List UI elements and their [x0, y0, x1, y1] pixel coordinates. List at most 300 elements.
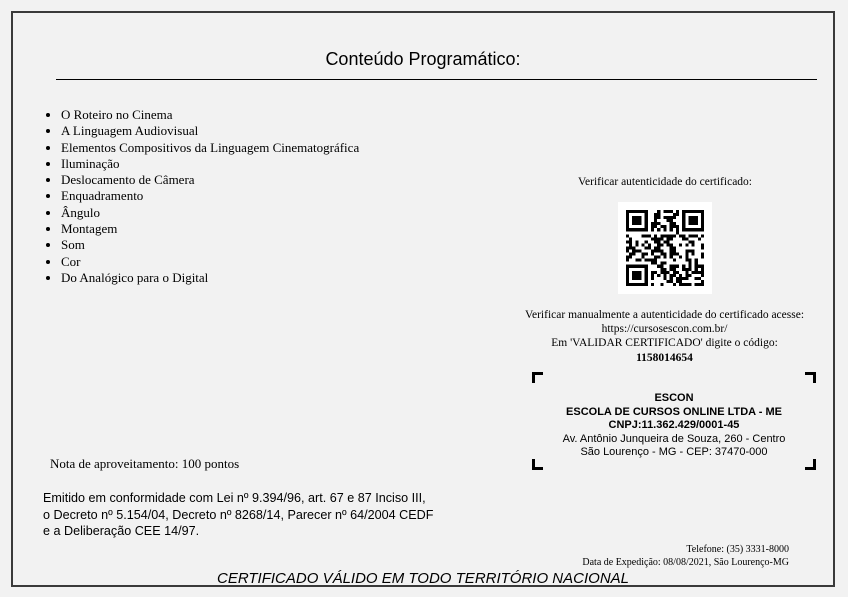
qr-module [657, 237, 660, 240]
qr-module [645, 222, 648, 225]
program-item: • Ângulo [61, 205, 359, 221]
qr-module [701, 243, 704, 246]
program-item: • Enquadramento [61, 188, 359, 204]
qr-module [676, 277, 679, 280]
qr-module [667, 280, 670, 283]
qr-module [673, 213, 676, 216]
qr-module [670, 268, 673, 271]
stamp-corner [805, 459, 816, 470]
qr-module [682, 222, 685, 225]
qr-module [688, 219, 691, 222]
qr-module [654, 246, 657, 249]
qr-module [651, 237, 654, 240]
qr-module [645, 219, 648, 222]
qr-module [670, 210, 673, 213]
qr-module [657, 228, 660, 231]
qr-module [632, 222, 635, 225]
qr-module [673, 271, 676, 274]
qr-module [682, 210, 685, 213]
qr-module [648, 246, 651, 249]
qr-module [682, 216, 685, 219]
verify-label: Verificar autenticidade do certificado: [577, 176, 752, 188]
qr-module [673, 259, 676, 262]
qr-module [626, 256, 629, 259]
qr-module [670, 237, 673, 240]
qr-module [645, 234, 648, 237]
qr-module [673, 216, 676, 219]
qr-module [657, 246, 660, 249]
qr-module [685, 256, 688, 259]
qr-module [692, 253, 695, 256]
qr-module [682, 234, 685, 237]
qr-module [645, 246, 648, 249]
legal-line: o Decreto nº 5.154/04, Decreto nº 8268/14, Parecer nº 64/2004 CEDF [43, 507, 434, 522]
qr-module [626, 283, 629, 286]
qr-module [673, 250, 676, 253]
qr-module [685, 210, 688, 213]
qr-module [695, 216, 698, 219]
program-item: • Cor [61, 254, 359, 270]
qr-module [673, 283, 676, 286]
qr-module [682, 237, 685, 240]
stamp-city: São Lourenço - MG - CEP: 37470-000 [580, 446, 768, 459]
qr-module [626, 268, 629, 271]
qr-module [638, 216, 641, 219]
qr-module [695, 228, 698, 231]
stamp-company: ESCOLA DE CURSOS ONLINE LTDA - ME [566, 405, 782, 418]
qr-module [651, 228, 654, 231]
qr-module [670, 225, 673, 228]
qr-module [701, 268, 704, 271]
qr-module [632, 283, 635, 286]
qr-module [701, 246, 704, 249]
qr-module [673, 253, 676, 256]
legal-line: e a Deliberação CEE 14/97. [43, 524, 200, 538]
qr-module [667, 216, 670, 219]
qr-module [695, 277, 698, 280]
grade-text: Nota de aproveitamento: 100 pontos [50, 456, 240, 471]
qr-module [632, 210, 635, 213]
qr-module [667, 271, 670, 274]
qr-module [635, 277, 638, 280]
qr-module [676, 210, 679, 213]
qr-module [695, 210, 698, 213]
qr-module [663, 234, 666, 237]
qr-module [654, 271, 657, 274]
qr-module [701, 222, 704, 225]
qr-module [632, 228, 635, 231]
validity-statement: CERTIFICADO VÁLIDO EM TODO TERRITÓRIO NACIONAL [217, 570, 629, 587]
qr-module [688, 259, 691, 262]
qr-module [654, 219, 657, 222]
qr-code-icon [626, 210, 704, 286]
qr-module [629, 253, 632, 256]
qr-module [688, 222, 691, 225]
qr-module [692, 210, 695, 213]
qr-module [663, 277, 666, 280]
qr-module [692, 240, 695, 243]
qr-module [670, 243, 673, 246]
qr-module [645, 259, 648, 262]
qr-module [632, 274, 635, 277]
qr-module [657, 240, 660, 243]
qr-module [688, 274, 691, 277]
qr-module [688, 268, 691, 271]
qr-module [692, 219, 695, 222]
qr-module [676, 225, 679, 228]
qr-module [670, 256, 673, 259]
qr-module [685, 274, 688, 277]
program-item: • Montagem [61, 221, 359, 237]
qr-module [657, 265, 660, 268]
qr-module [695, 222, 698, 225]
qr-module [635, 228, 638, 231]
qr-module [676, 271, 679, 274]
qr-module [660, 283, 663, 286]
qr-module [685, 283, 688, 286]
qr-module [635, 222, 638, 225]
qr-module [654, 262, 657, 265]
qr-module [657, 222, 660, 225]
qr-module [701, 253, 704, 256]
qr-module [673, 246, 676, 249]
qr-module [648, 234, 651, 237]
qr-module [635, 274, 638, 277]
qr-module [645, 213, 648, 216]
qr-module [667, 237, 670, 240]
qr-module [692, 271, 695, 274]
qr-module [673, 274, 676, 277]
qr-module [695, 262, 698, 265]
qr-module [670, 246, 673, 249]
qr-module [701, 210, 704, 213]
qr-module [679, 280, 682, 283]
qr-module [635, 216, 638, 219]
qr-module [626, 259, 629, 262]
qr-module [657, 250, 660, 253]
qr-module [638, 271, 641, 274]
qr-module [642, 253, 645, 256]
qr-module [682, 283, 685, 286]
qr-module [685, 253, 688, 256]
qr-module [676, 228, 679, 231]
qr-module [626, 274, 629, 277]
qr-module [645, 228, 648, 231]
qr-module [635, 243, 638, 246]
qr-module [701, 271, 704, 274]
qr-module [654, 256, 657, 259]
qr-module [695, 271, 698, 274]
qr-module [679, 274, 682, 277]
qr-module [654, 259, 657, 262]
qr-module [701, 213, 704, 216]
qr-module [673, 222, 676, 225]
qr-module [685, 271, 688, 274]
qr-module [657, 216, 660, 219]
qr-module [626, 250, 629, 253]
qr-module [685, 259, 688, 262]
qr-module [701, 274, 704, 277]
qr-module [688, 234, 691, 237]
qr-module [626, 219, 629, 222]
qr-module [682, 228, 685, 231]
qr-module [663, 240, 666, 243]
qr-module [688, 228, 691, 231]
qr-module [638, 250, 641, 253]
qr-module [632, 219, 635, 222]
qr-module [667, 243, 670, 246]
qr-module [648, 259, 651, 262]
qr-module [651, 222, 654, 225]
qr-module [645, 240, 648, 243]
qr-module [638, 219, 641, 222]
qr-module [685, 237, 688, 240]
qr-module [685, 277, 688, 280]
qr-module [692, 250, 695, 253]
qr-module [645, 283, 648, 286]
qr-module [682, 265, 685, 268]
qr-module [626, 213, 629, 216]
qr-module [657, 213, 660, 216]
qr-module [660, 268, 663, 271]
qr-module [648, 243, 651, 246]
qr-module [638, 283, 641, 286]
qr-module [635, 250, 638, 253]
qr-module [654, 222, 657, 225]
qr-module [663, 216, 666, 219]
qr-module [670, 265, 673, 268]
program-list [44, 107, 359, 286]
program-item: • O Roteiro no Cinema [61, 107, 359, 123]
qr-module [688, 265, 691, 268]
stamp-brand: ESCON [654, 392, 694, 404]
qr-module [688, 216, 691, 219]
qr-module [645, 280, 648, 283]
qr-module [660, 253, 663, 256]
qr-module [626, 271, 629, 274]
qr-module [638, 274, 641, 277]
qr-module [626, 234, 629, 237]
qr-module [626, 216, 629, 219]
qr-module [657, 256, 660, 259]
program-item: • Do Analógico para o Digital [61, 270, 359, 286]
qr-module [698, 228, 701, 231]
qr-module [645, 216, 648, 219]
qr-module [626, 225, 629, 228]
qr-code[interactable] [618, 202, 712, 294]
qr-module [682, 225, 685, 228]
qr-module [651, 253, 654, 256]
qr-module [660, 271, 663, 274]
contact-info [582, 543, 789, 569]
qr-module [629, 240, 632, 243]
qr-module [645, 277, 648, 280]
qr-module [676, 213, 679, 216]
qr-module [635, 283, 638, 286]
qr-module [688, 210, 691, 213]
qr-module [670, 216, 673, 219]
school-stamp [532, 372, 816, 470]
qr-module [638, 228, 641, 231]
qr-module [679, 283, 682, 286]
qr-module [673, 268, 676, 271]
qr-module [701, 216, 704, 219]
manual-verify-instruction: Em 'VALIDAR CERTIFICADO' digite o código: [551, 337, 778, 350]
qr-module [679, 256, 682, 259]
verification-code: 1158014654 [636, 351, 693, 364]
qr-module [698, 210, 701, 213]
program-item: • Elementos Compositivos da Linguagem Cinematográfica [61, 140, 359, 156]
qr-module [670, 250, 673, 253]
qr-module [642, 228, 645, 231]
qr-module [695, 259, 698, 262]
qr-module [626, 265, 629, 268]
qr-module [682, 277, 685, 280]
qr-module [698, 271, 701, 274]
qr-module [635, 219, 638, 222]
qr-module [635, 240, 638, 243]
qr-module [698, 265, 701, 268]
qr-module [692, 228, 695, 231]
qr-module [626, 246, 629, 249]
program-item: • Iluminação [61, 156, 359, 172]
qr-module [654, 250, 657, 253]
qr-module [632, 277, 635, 280]
qr-module [651, 259, 654, 262]
qr-module [701, 283, 704, 286]
qr-module [638, 259, 641, 262]
qr-module [685, 250, 688, 253]
qr-module [682, 268, 685, 271]
qr-module [682, 213, 685, 216]
qr-module [663, 253, 666, 256]
qr-module [692, 243, 695, 246]
qr-module [670, 253, 673, 256]
qr-module [695, 234, 698, 237]
qr-module [688, 250, 691, 253]
qr-module [629, 210, 632, 213]
qr-module [676, 253, 679, 256]
qr-module [635, 265, 638, 268]
qr-module [698, 277, 701, 280]
qr-module [701, 234, 704, 237]
qr-module [667, 219, 670, 222]
qr-module [632, 250, 635, 253]
qr-module [660, 234, 663, 237]
qr-module [642, 210, 645, 213]
qr-module [701, 225, 704, 228]
qr-module [663, 256, 666, 259]
program-item: • Deslocamento de Câmera [61, 172, 359, 188]
qr-module [688, 262, 691, 265]
qr-module [692, 234, 695, 237]
qr-module [651, 274, 654, 277]
qr-module [660, 225, 663, 228]
qr-module [660, 250, 663, 253]
qr-module [682, 219, 685, 222]
qr-module [685, 268, 688, 271]
qr-module [638, 277, 641, 280]
qr-module [670, 277, 673, 280]
qr-module [663, 268, 666, 271]
issue-date-text: Data de Expedição: 08/08/2021, São Lourenço-MG [582, 557, 789, 568]
title-divider [56, 79, 817, 80]
manual-verification [503, 308, 826, 365]
stamp-cnpj: CNPJ:11.362.429/0001-45 [608, 419, 740, 432]
qr-module [642, 256, 645, 259]
qr-module [676, 265, 679, 268]
qr-module [632, 253, 635, 256]
qr-module [670, 219, 673, 222]
qr-module [645, 271, 648, 274]
qr-module [638, 210, 641, 213]
page-title: Conteúdo Programático: [325, 49, 521, 69]
qr-module [654, 240, 657, 243]
legal-notice [43, 490, 433, 540]
qr-module [660, 237, 663, 240]
qr-module [645, 265, 648, 268]
qr-module [701, 265, 704, 268]
qr-module [670, 228, 673, 231]
qr-module [626, 240, 629, 243]
qr-module [645, 253, 648, 256]
qr-module [663, 225, 666, 228]
qr-module [688, 240, 691, 243]
qr-module [657, 243, 660, 246]
qr-module [654, 237, 657, 240]
qr-module [663, 210, 666, 213]
program-item: • Som [61, 237, 359, 253]
qr-module [663, 271, 666, 274]
qr-module [673, 234, 676, 237]
qr-module [670, 222, 673, 225]
verify-url-link[interactable]: https://cursosescon.com.br/ [601, 323, 728, 336]
qr-module [667, 240, 670, 243]
qr-module [670, 280, 673, 283]
qr-module [629, 283, 632, 286]
qr-module [670, 234, 673, 237]
qr-module [638, 222, 641, 225]
qr-module [701, 280, 704, 283]
qr-module [695, 265, 698, 268]
qr-module [663, 228, 666, 231]
qr-module [695, 283, 698, 286]
stamp-corner [805, 372, 816, 383]
phone-text: Telefone: (35) 3331-8000 [686, 544, 789, 555]
qr-module [692, 216, 695, 219]
qr-module [698, 283, 701, 286]
qr-module [654, 234, 657, 237]
qr-module [663, 262, 666, 265]
qr-module [667, 234, 670, 237]
qr-module [654, 225, 657, 228]
qr-module [698, 237, 701, 240]
qr-module [642, 265, 645, 268]
qr-module [676, 231, 679, 234]
qr-module [629, 237, 632, 240]
qr-module [663, 274, 666, 277]
qr-module [695, 268, 698, 271]
qr-module [629, 265, 632, 268]
qr-module [654, 216, 657, 219]
qr-module [688, 283, 691, 286]
qr-module [660, 262, 663, 265]
qr-module [660, 243, 663, 246]
qr-module [660, 265, 663, 268]
qr-module [679, 243, 682, 246]
qr-module [654, 213, 657, 216]
qr-module [626, 210, 629, 213]
